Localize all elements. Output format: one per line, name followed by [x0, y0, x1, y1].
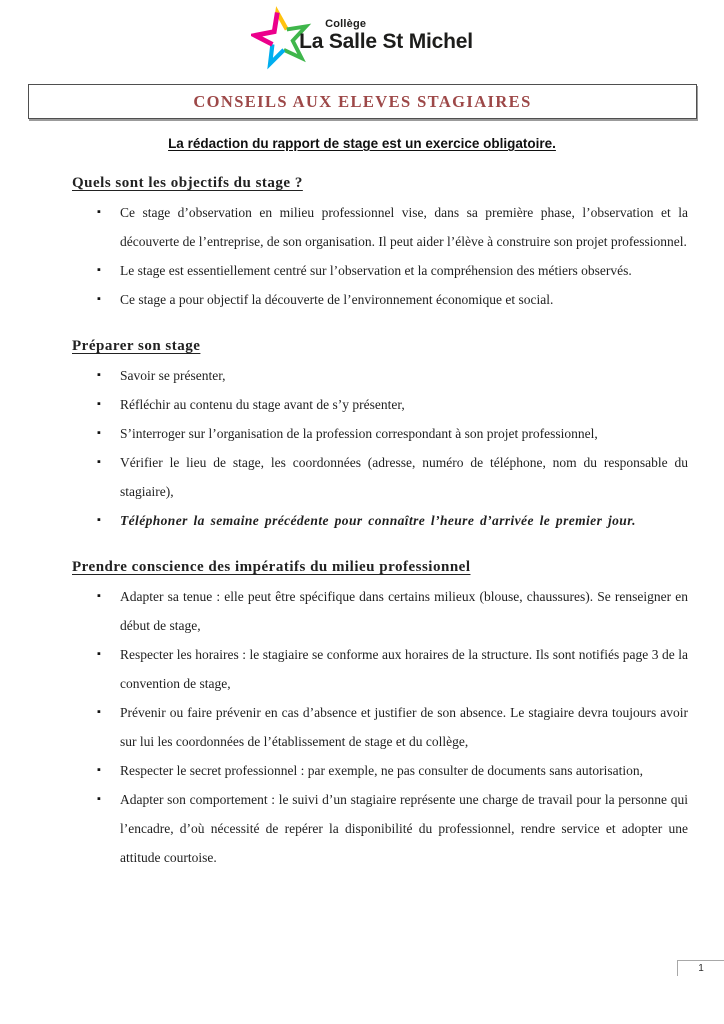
bullet-item	[96, 785, 688, 872]
section-heading-objectifs: Quels sont les objectifs du stage ?	[72, 175, 303, 191]
bullet-text: Ce stage d’observation en milieu professionnel vise, dans sa première phase, l’observation et la découverte de l’entreprise, de son organisation. Il peut aider l’élève à construire son projet professionnel.	[120, 205, 688, 249]
bullet-text: Respecter les horaires : le stagiaire se conforme aux horaires de la structure. Ils sont notifiés page 3 de la convention de stage,	[120, 647, 688, 691]
star-segment-blue	[270, 44, 284, 63]
bullet-text: Vérifier le lieu de stage, les coordonnées (adresse, numéro de téléphone, nom du responsable du stagiaire),	[120, 455, 688, 499]
bullet-list-imperatifs	[72, 582, 688, 872]
section-imperatifs-milieu-professionnel	[72, 559, 688, 872]
logo-text	[299, 6, 473, 54]
document-title: CONSEILS AUX ELEVES STAGIAIRES	[193, 91, 532, 111]
star-segment-pink	[255, 12, 277, 44]
section-preparer-son-stage	[72, 338, 688, 535]
section-heading-imperatifs: Prendre conscience des impératifs du milieu professionnel	[72, 559, 471, 575]
bullet-text: Prévenir ou faire prévenir en cas d’absence et justifier de son absence. Le stagiaire devra toujours avoir sur lui les coordonnées de l’établissement de stage et du collège,	[120, 705, 688, 749]
bullet-text: Respecter le secret professionnel : par exemple, ne pas consulter de documents sans autorisation,	[120, 763, 643, 778]
bullet-item	[96, 756, 688, 785]
page-number-frame	[677, 960, 724, 976]
bullet-item	[96, 198, 688, 256]
bullet-text: Adapter sa tenue : elle peut être spécifique dans certains milieux (blouse, chaussures). Se renseigner en début de stage,	[120, 589, 688, 633]
bullet-text: Téléphoner la semaine précédente pour connaître l’heure d’arrivée le premier jour.	[120, 513, 636, 528]
section-objectifs-du-stage	[72, 175, 688, 314]
bullet-text: Le stage est essentiellement centré sur l’observation et la compréhension des métiers observés.	[120, 263, 632, 278]
section-heading-preparer: Préparer son stage	[72, 338, 201, 354]
bullet-item	[96, 285, 688, 314]
bullet-item	[96, 582, 688, 640]
bullet-text: S’interroger sur l’organisation de la profession correspondant à son projet professionnel,	[120, 426, 598, 441]
title-banner	[28, 84, 697, 119]
bullet-item	[96, 640, 688, 698]
bullet-item	[96, 698, 688, 756]
bullet-item	[96, 256, 688, 285]
logo-school-name: La Salle St Michel	[299, 30, 473, 53]
bullet-item	[96, 390, 688, 419]
bullet-text: Adapter son comportement : le suivi d’un stagiaire représente une charge de travail pour la personne qui l’encadre, d’où nécessité de repérer la disponibilité du professionnel, rendre service et adopter une attitude courtoise.	[120, 792, 688, 865]
bullet-list-objectifs	[72, 198, 688, 314]
bullet-item-emphasized	[96, 506, 688, 535]
bullet-item	[96, 448, 688, 506]
document-subtitle: La rédaction du rapport de stage est un exercice obligatoire.	[168, 136, 556, 151]
logo-college-label: Collège	[325, 18, 367, 30]
bullet-list-preparer	[72, 361, 688, 535]
page-number: 1	[698, 963, 704, 974]
school-logo	[0, 0, 724, 70]
bullet-text: Savoir se présenter,	[120, 368, 226, 383]
bullet-item	[96, 419, 688, 448]
bullet-text: Réfléchir au contenu du stage avant de s’y présenter,	[120, 397, 405, 412]
bullet-text: Ce stage a pour objectif la découverte de l’environnement économique et social.	[120, 292, 554, 307]
bullet-item	[96, 361, 688, 390]
